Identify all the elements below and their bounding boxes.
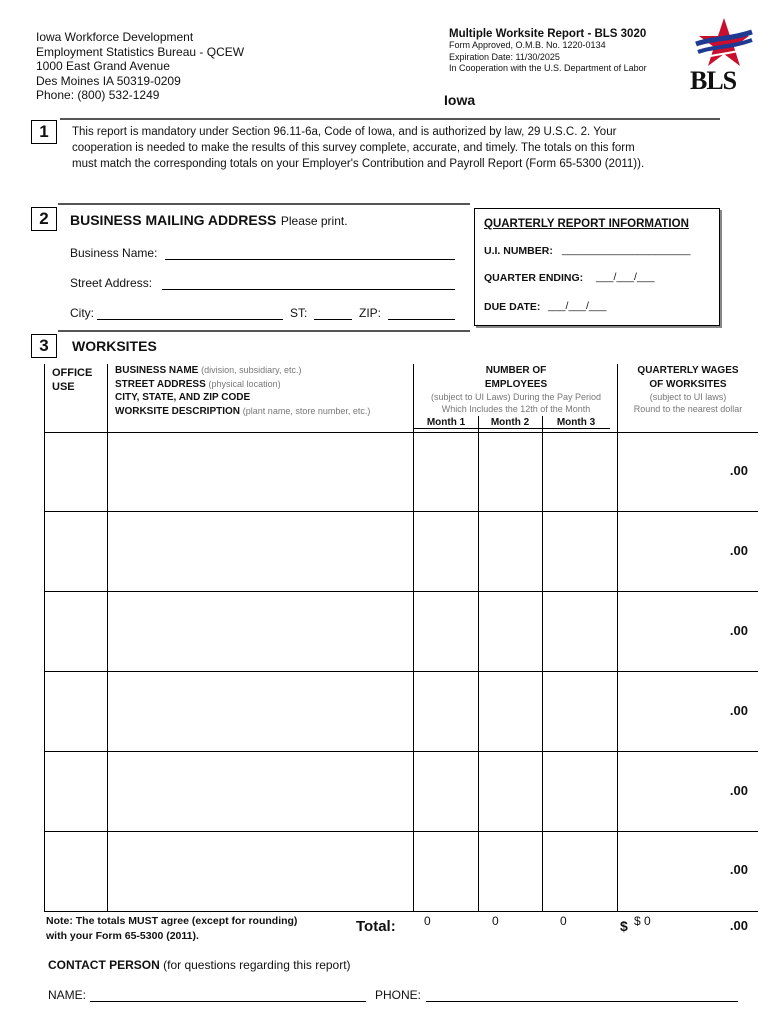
month-divider-1 [478,416,479,432]
month-3-header: Month 3 [556,417,596,428]
total-month-3[interactable]: 0 [560,914,567,928]
month-divider-2 [542,416,543,432]
state-name: Iowa [444,92,476,108]
employees-title-line: EMPLOYEES [484,378,548,390]
ui-number-label: U.I. NUMBER: [484,245,553,257]
header-bold: BUSINESS NAME [115,365,199,376]
row-wages-cents[interactable]: .00 [729,862,748,877]
month-underline [414,428,610,429]
contact-name-label: NAME: [48,988,87,1002]
total-label: Total: [356,918,396,935]
quarterly-info-title: QUARTERLY REPORT INFORMATION [484,218,689,230]
business-header-line [115,391,415,405]
employees-column-header [414,364,618,415]
street-address-label: Street Address: [70,276,153,290]
agency-line: Iowa Workforce Development [36,30,194,44]
office-use-divider [107,364,108,912]
notice-line: cooperation is needed to make the results of this survey complete, accurate, and timely. The totals on this form [72,142,635,154]
bls-logo-text: BLS [690,66,737,95]
total-wages[interactable]: $ 0 [634,914,651,928]
row-divider [44,831,758,832]
total-month-2[interactable]: 0 [492,914,499,928]
total-month-1[interactable]: 0 [424,914,431,928]
totals-note [46,914,297,944]
quarter-ending-label: QUARTER ENDING: [484,272,584,284]
due-date-label: DUE DATE: [484,301,541,313]
row-wages-cents[interactable]: .00 [729,623,748,638]
wages-note-line: (subject to UI laws) [649,392,727,402]
section1-number: 1 [31,120,57,144]
employees-title-line: NUMBER OF [485,365,547,376]
section3-rule [58,330,470,332]
date-blank: ___ [548,300,566,312]
row-divider [44,751,758,752]
row-wages-cents[interactable]: .00 [729,543,748,558]
month2-divider [542,432,543,912]
agency-line: 1000 East Grand Avenue [36,59,170,74]
header-bottom-border [44,432,758,433]
table-left-border [44,364,45,912]
contact-name-field[interactable] [90,1001,366,1002]
header-note: (division, subsidiary, etc.) [201,365,302,375]
total-dollar-sign: $ [620,918,628,934]
totals-note-line: Note: The totals MUST agree (except for rounding) [46,915,298,927]
contact-note: (for questions regarding this report) [163,958,351,972]
row-wages-cents[interactable]: .00 [729,463,748,478]
date-slash: / [613,271,617,283]
header-bold: CITY, STATE, AND ZIP CODE [115,392,251,403]
date-slash: / [585,300,589,312]
agency-line: Employment Statistics Bureau - QCEW [36,44,245,59]
date-blank: ___ [616,271,634,283]
state-field[interactable] [314,319,352,320]
wages-divider [617,364,618,912]
agency-line: Des Moines IA 50319-0209 [36,73,181,88]
date-slash: / [633,271,637,283]
month-2-header: Month 2 [490,417,530,428]
row-wages-cents[interactable]: .00 [729,783,748,798]
header-bold: WORKSITE DESCRIPTION [115,405,241,417]
business-header-line [115,364,415,378]
state-label: ST: [290,306,308,320]
city-label: City: [70,306,94,320]
ui-number-field[interactable]: ______________________ [562,244,691,256]
business-name-label: Business Name: [70,246,158,260]
report-header [449,28,689,75]
row-divider [44,671,758,672]
month-1-header: Month 1 [426,417,466,428]
office-use-header [52,366,92,394]
business-header-line [115,405,415,419]
header-note: (plant name, store number, etc.) [242,405,371,416]
date-slash: / [565,300,569,312]
row-divider [44,591,758,592]
employees-note-line: (subject to UI Laws) During the Pay Period [430,392,602,402]
mailing-address-heading [70,212,348,230]
zip-field[interactable] [388,319,455,320]
row-wages-cents[interactable]: .00 [729,703,748,718]
wages-title-line: OF WORKSITES [649,378,727,390]
cooperation-note: In Cooperation with the U.S. Department of Labor [449,63,647,73]
street-address-field[interactable] [162,289,455,290]
date-blank: ___ [636,271,655,283]
contact-phone-field[interactable] [426,1001,738,1002]
business-divider [413,364,414,912]
header-note: (physical location) [208,378,281,389]
totals-note-line: with your Form 65-5300 (2011). [46,930,199,942]
quarter-ending-field[interactable] [596,271,654,283]
contact-heading [48,958,351,972]
bls-logo [688,14,758,94]
section2-rule [58,203,470,205]
report-title: Multiple Worksite Report - BLS 3020 [449,28,647,40]
bls-star-icon [694,14,754,70]
section1-rule [60,118,720,120]
mandatory-notice [72,124,722,172]
section3-number: 3 [31,334,57,358]
row-divider [44,511,758,512]
agency-address [36,30,244,103]
omb-approval: Form Approved, O.M.B. No. 1220-0134 [449,40,606,50]
date-blank: ___ [568,300,586,312]
due-date-field[interactable] [548,300,606,312]
business-column-header [115,364,415,418]
month1-divider [478,432,479,912]
office-use-line: OFFICE [52,367,93,379]
wages-title-line: QUARTERLY WAGES [637,365,739,376]
zip-label: ZIP: [359,306,382,320]
date-blank: ___ [588,300,607,312]
business-name-field[interactable] [165,259,455,260]
section2-number: 2 [31,207,57,231]
employees-note-line: Which Includes the 12th of the Month [441,404,591,414]
expiration-date: Expiration Date: 11/30/2025 [449,51,560,62]
notice-line: This report is mandatory under Section 96.11-6a, Code of Iowa, and is authorized by law, 29 U.S.C. 2. Your [72,126,617,138]
city-field[interactable] [97,319,283,320]
date-blank: ___ [596,271,614,283]
worksites-heading: WORKSITES [72,338,157,354]
mailing-address-title: BUSINESS MAILING ADDRESS [70,212,277,228]
header-bold: STREET ADDRESS [115,378,206,390]
business-header-line [115,378,415,392]
wages-column-header [618,364,758,415]
office-use-line: USE [52,381,75,393]
table-bottom-border [44,911,758,912]
total-wages-cents[interactable]: .00 [729,918,748,933]
print-note: Please print. [280,214,348,228]
contact-title: CONTACT PERSON [48,958,160,972]
agency-line: Phone: (800) 532-1249 [36,88,160,103]
notice-line: must match the corresponding totals on your Employer's Contribution and Payroll Report (Form 65-5300 (2011)). [72,158,645,170]
contact-phone-label: PHONE: [375,988,422,1002]
wages-note-line: Round to the nearest dollar [633,404,743,414]
